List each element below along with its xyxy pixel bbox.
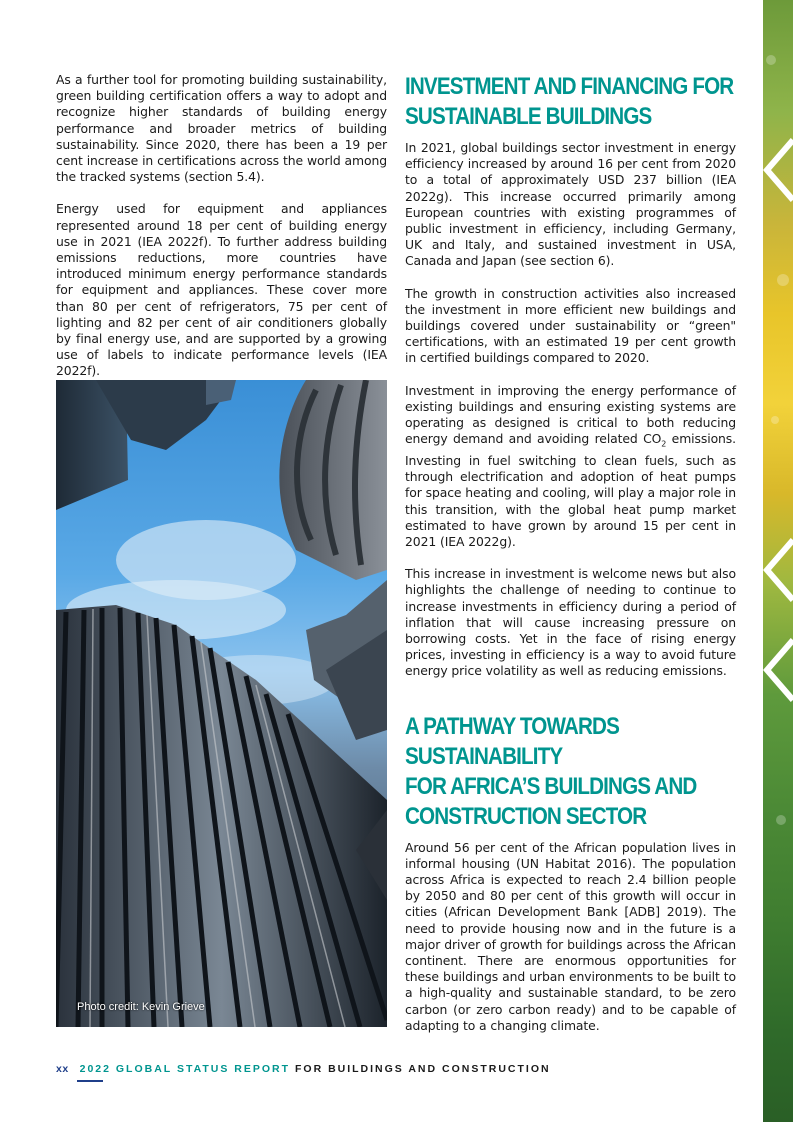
report-title-teal: 2022 GLOBAL STATUS REPORT <box>79 1063 291 1075</box>
chevron-decoration <box>763 0 793 1122</box>
page-number: xx <box>56 1063 69 1075</box>
paragraph-appliances: Energy used for equipment and appliances represented around 18 per cent of building energy use in 2021 (IEA 2022f). To further address building emissions reductions, more countries have introduced minimum energy performance standards for equipment and appliances. These cover more than 80 per cent of refrigerators, 75 per cent of lighting and 82 per cent of air conditioners globally by final energy use, and are supported by a growing use of labels to indicate performance levels (IEA 2022f). <box>56 201 387 379</box>
footer-rule <box>77 1080 103 1082</box>
heading-line: INVESTMENT AND FINANCING FOR <box>405 73 734 100</box>
section-heading-africa <box>405 712 740 832</box>
heading-line: FOR AFRICA’S BUILDINGS AND <box>405 772 697 800</box>
paragraph-investment-2021: In 2021, global buildings sector investment in energy efficiency increased by around 16 per cent from 2020 to a total of approximately USD 237 billion (IEA 2022g). This increase occurred primarily among European countries with existing programmes of public investment in efficiency, including Germany, UK and Italy, and sustained investment in USA, Canada and Japan (see section 6). <box>405 140 736 269</box>
text-run: Investment in improving the energy performance of existing buildings and ensuring existing systems are operating as designed is critical to both reducing energy demand and avoiding related CO <box>405 382 736 447</box>
heading-line: SUSTAINABLE BUILDINGS <box>405 103 652 130</box>
co2-subscript: 2 <box>661 439 667 449</box>
paragraph-construction-growth: The growth in construction activities also increased the investment in more efficient new buildings and buildings covered under sustainability or “green" certifications, with an estimated 19 per cent growth in certified buildings compared to 2020. <box>405 285 736 366</box>
report-title-dark: FOR BUILDINGS AND CONSTRUCTION <box>294 1063 551 1075</box>
paragraph-energy-performance <box>405 383 736 551</box>
section-heading-investment <box>405 72 740 132</box>
right-column <box>405 72 736 1050</box>
decorative-side-strip <box>763 0 793 1122</box>
paragraph-africa-housing: Around 56 per cent of the African population lives in informal housing (UN Habitat 2016). The population across Africa is expected to reach 2.4 billion people by 2050 and 80 per cent of this growth will occur in cities (African Development Bank [ADB] 2019). The need to provide housing now and in the future is a major driver of growth for buildings across the African continent. There are enormous opportunities for these buildings and urban environments to be built to a high-quality and sustainable standard, to be zero carbon (or zero carbon ready) and to be capable of adapting to a changing climate. <box>405 839 736 1033</box>
skyscrapers-photo <box>56 380 387 1027</box>
page-footer <box>56 1063 551 1075</box>
photo-illustration <box>56 380 387 1027</box>
left-column <box>56 72 387 396</box>
photo-credit: Photo credit: Kevin Grieve <box>77 1001 205 1013</box>
heading-line: A PATHWAY TOWARDS SUSTAINABILITY <box>405 712 619 770</box>
paragraph-inflation: This increase in investment is welcome news but also highlights the challenge of needing to continue to increase investments in efficiency during a period of inflation that will cause increasing pressure on borrowing costs. Yet in the face of rising energy prices, investing in efficiency is a way to avoid future energy price volatility as well as reducing emissions. <box>405 566 736 679</box>
paragraph-certification: As a further tool for promoting building sustainability, green building certification offers a way to adopt and recognize higher standards of building energy performance and broader metrics of building sustainability. Since 2020, there has been a 19 per cent increase in certifications across the world among the tracked systems (section 5.4). <box>56 72 387 185</box>
heading-line: CONSTRUCTION SECTOR <box>405 802 647 830</box>
text-run: emissions. Investing in fuel switching to clean fuels, such as through electrification and adoption of heat pumps for space heating and cooling, will play a major role in this transition, with the global heat pump market estimated to have grown by around 15 per cent in 2021 (IEA 2022g). <box>405 431 736 549</box>
